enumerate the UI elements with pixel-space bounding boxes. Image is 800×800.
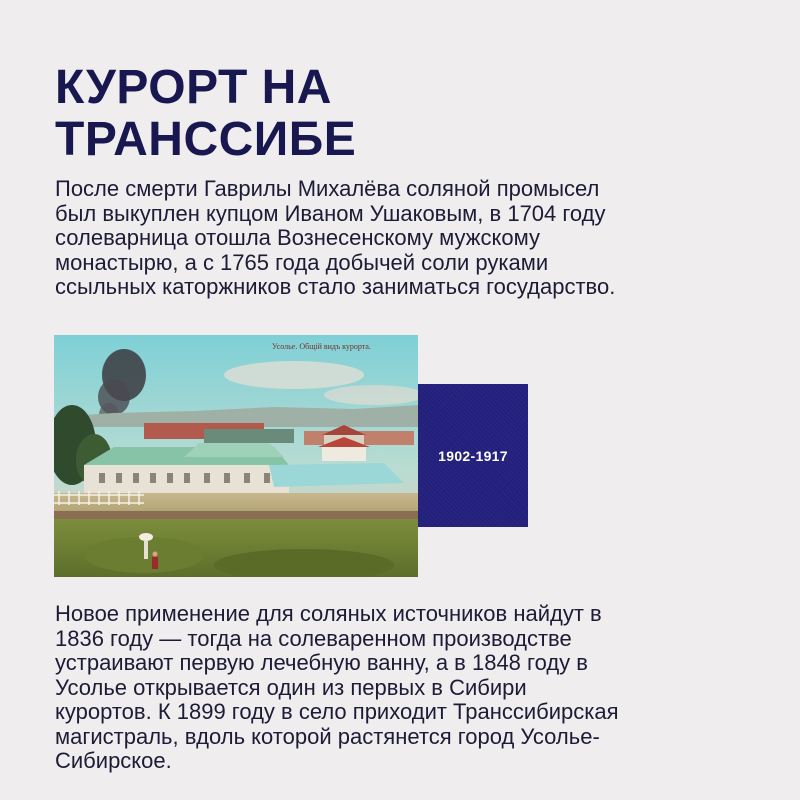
body-line: курортов. К 1899 году в село приходит Транссибирская bbox=[55, 699, 619, 724]
page-title-line-1: КУРОРТ НА bbox=[55, 61, 332, 114]
body-line: магистраль, вдоль которой растянется город Усолье- bbox=[55, 723, 600, 749]
historic-postcard-photo bbox=[54, 335, 418, 577]
intro-line: был выкуплен купцом Иваном Ушаковым, в 1704 году bbox=[55, 200, 606, 226]
body-paragraph bbox=[55, 602, 765, 774]
intro-paragraph bbox=[55, 177, 755, 300]
body-line: Новое применение для соляных источников найдут в bbox=[55, 601, 602, 626]
date-range-badge bbox=[418, 384, 528, 527]
postcard-caption: Усолье. Общій видъ курорта. bbox=[272, 342, 371, 351]
intro-line: После смерти Гаврилы Михалёва соляной промысел bbox=[55, 176, 600, 201]
page-title bbox=[55, 62, 575, 166]
intro-line: солеварница отошла Вознесенскому мужскому bbox=[55, 225, 540, 250]
page-title-line-2: ТРАНССИБЕ bbox=[55, 113, 357, 166]
body-line: устраивают первую лечебную ванну, а в 1848 году в bbox=[55, 650, 588, 675]
body-line: Сибирское. bbox=[55, 748, 172, 773]
intro-line: монастырю, а с 1765 года добычей соли руками bbox=[55, 249, 549, 275]
body-line: 1836 году — тогда на солеваренном производстве bbox=[55, 625, 572, 651]
resort-illustration bbox=[54, 335, 418, 577]
intro-line: ссыльных каторжников стало заниматься государство. bbox=[55, 274, 616, 299]
date-range-label: 1902-1917 bbox=[438, 447, 508, 464]
body-line: Усолье открывается один из первых в Сибири bbox=[55, 674, 527, 700]
